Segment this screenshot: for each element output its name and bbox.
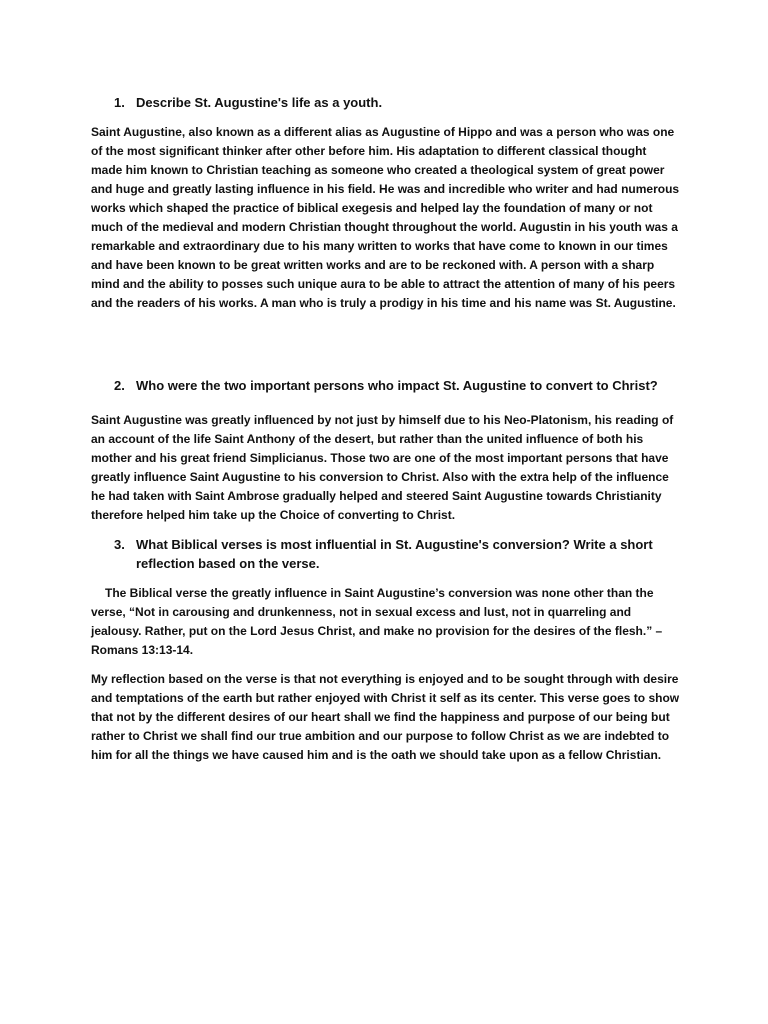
question-number: 2. [114,378,125,393]
question-3 [114,535,674,573]
question-1 [114,93,674,112]
question-text: Describe St. Augustine's life as a youth. [136,95,383,110]
question-text: What Biblical verses is most influential in St. Augustine's conversion? Write a short reflection based on the verse. [136,537,653,571]
question-number: 3. [114,537,125,552]
question-number: 1. [114,95,125,110]
question-2 [114,376,674,395]
answer-1-paragraph: Saint Augustine, also known as a different alias as Augustine of Hippo and was a person who was one of the most significant thinker after other before him. His adaptation to different classical thought made him known to Christian teaching as someone who created a theological system of great power and huge and greatly lasting influence in his field. He was and incredible who writer and had numerous works which shaped the practice of biblical exegesis and helped lay the foundation of many or not much of the medieval and modern Christian thought throughout the world. Augustin in his youth was a remarkable and extraordinary due to his many written to works that have come to known in our times and have been known to be great written works and are to be reckoned with. A person with a sharp mind and the ability to posses such unique aura to be able to attract the attention of many of his peers and the readers of his works. A man who is truly a prodigy in his time and his name was St. Augustine. [91,125,680,310]
answer-3-reflection-paragraph: My reflection based on the verse is that not everything is enjoyed and to be sought through with desire and temptations of the earth but rather enjoyed with Christ it self as its center. This verse goes to show that not by the different desires of our heart shall we find the happiness and purpose of our being but rather to Christ we shall find our true ambition and our purpose to follow Christ as we are indebted to him for all the things we have caused him and is the oath we should take upon as a fellow Christian. [91,672,680,762]
answer-3-verse-paragraph: The Biblical verse the greatly influence in Saint Augustine’s conversion was none other than the verse, “Not in carousing and drunkenness, not in sexual excess and lust, not in quarreling and jealousy. Rather, put on the Lord Jesus Christ, and make no provision for the desires of the flesh.” – Romans 13:13-14. [91,586,663,657]
question-text: Who were the two important persons who impact St. Augustine to convert to Christ? [136,378,658,393]
answer-2-paragraph: Saint Augustine was greatly influenced by not just by himself due to his Neo-Platonism, his reading of an account of the life Saint Anthony of the desert, but rather than the united influence of both his mother and his great friend Simplicianus. Those two are one of the most important persons that have greatly influence Saint Augustine to his conversion to Christ. Also with the extra help of the influence he had taken with Saint Ambrose gradually helped and steered Saint Augustine towards Christianity therefore helped him take up the Choice of converting to Christ. [91,413,674,522]
